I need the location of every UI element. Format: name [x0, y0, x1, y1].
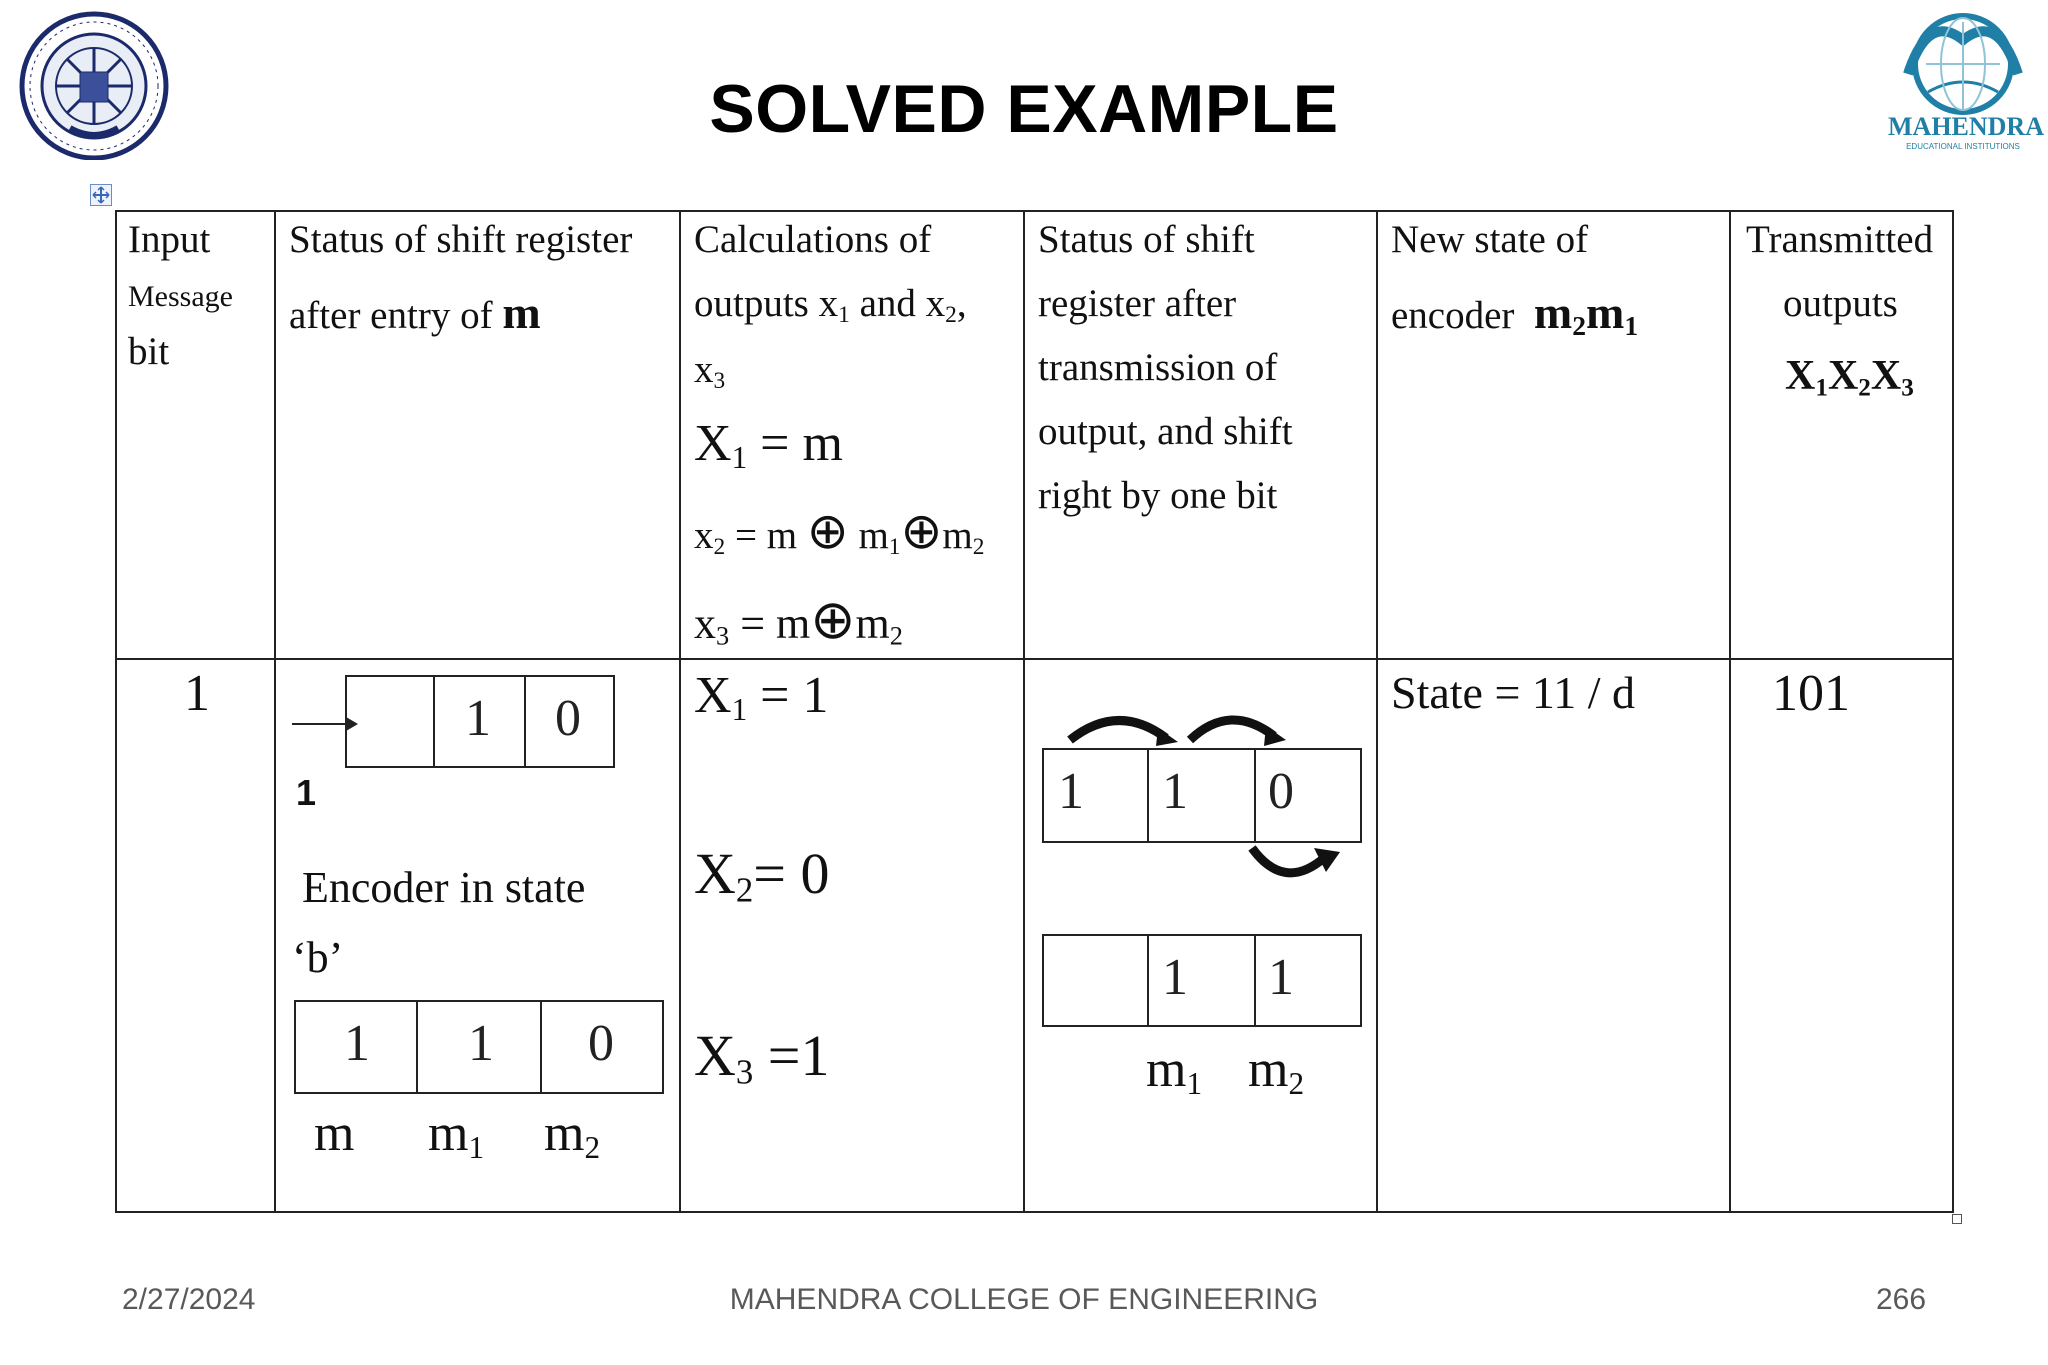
header-calc-line2: outputs $x_1$ and $x_2$, — [694, 282, 967, 328]
table-col-divider — [1376, 210, 1378, 1213]
before-reg-cell: 0 — [1268, 763, 1294, 820]
slide-title: SOLVED EXAMPLE — [709, 71, 1339, 147]
footer-college: MAHENDRA COLLEGE OF ENGINEERING — [729, 1283, 1319, 1316]
before-shift-register — [1042, 748, 1362, 843]
state-reg-cell: 1 — [468, 1015, 494, 1072]
table-border-left — [115, 210, 117, 1213]
header-transmitted-line1: Transmitted — [1746, 218, 1934, 261]
header-shift-line2: register after — [1038, 282, 1237, 325]
transmitted-value: 101 — [1772, 665, 1850, 722]
header-newstate-line1: New state of — [1391, 218, 1589, 261]
table-move-handle[interactable] — [90, 184, 112, 206]
encoder-state-text: Encoder in state — [302, 863, 586, 912]
header-status-entry-line2: after entry of m — [289, 287, 541, 338]
calc-x1: $X_1 = 1$ — [694, 667, 829, 727]
before-reg-cell: 1 — [1058, 763, 1084, 820]
state-label-m1: $m_1$ — [428, 1105, 485, 1165]
table-col-divider — [274, 210, 276, 1213]
calc-x2: $X_2= 0$ — [694, 841, 830, 910]
header-input-message: Message — [128, 280, 233, 313]
header-newstate-line2: encoder $m_2m_1$ — [1391, 287, 1639, 341]
header-calc-eq2: $x_2 = m$ ⊕ $m_1\oplus m_2$ — [694, 503, 985, 560]
state-label-m2: $m_2$ — [544, 1105, 601, 1165]
xor-icon: ⊕ — [810, 590, 856, 650]
table-col-divider — [1729, 210, 1731, 1213]
row-input-bit: 1 — [184, 665, 210, 722]
header-shift-line5: right by one bit — [1038, 474, 1278, 517]
header-calc-line1: Calculations of — [694, 218, 932, 261]
table-border-right — [1952, 210, 1954, 1213]
footer-page-number: 266 — [1876, 1283, 1927, 1316]
table-border-bottom — [115, 1211, 1954, 1213]
after-shift-register — [1042, 934, 1362, 1027]
after-reg-cell: 1 — [1268, 949, 1294, 1006]
entry-reg-cell: 0 — [555, 690, 581, 747]
header-shift-line3: transmission of — [1038, 346, 1278, 389]
entry-shift-register — [345, 675, 615, 768]
header-shift-line1: Status of shift — [1038, 218, 1255, 261]
after-reg-cell: 1 — [1162, 949, 1188, 1006]
header-transmitted-line2: outputs — [1783, 282, 1898, 325]
footer-date: 2/27/2024 — [122, 1283, 256, 1316]
header-status-entry-line1: Status of shift register — [289, 218, 633, 261]
before-reg-cell: 1 — [1162, 763, 1188, 820]
after-label-m2: $m_2$ — [1248, 1041, 1305, 1101]
new-state-value: State = 11 / d — [1391, 667, 1635, 718]
after-label-m1: $m_1$ — [1146, 1041, 1203, 1101]
institution-logo-sub: EDUCATIONAL INSTITUTIONS — [1906, 142, 2020, 151]
state-label-m: m — [314, 1105, 355, 1162]
encoder-state-name: ‘b’ — [292, 933, 344, 982]
state-reg-cell: 1 — [344, 1015, 370, 1072]
table-border-top — [115, 210, 1954, 212]
state-shift-register — [294, 1000, 664, 1094]
entry-reg-cell: 1 — [465, 690, 491, 747]
institution-logo-name: MAHENDRA — [1888, 112, 2044, 141]
shift-out-arrow-icon — [1244, 842, 1344, 888]
xor-icon: ⊕ — [806, 503, 849, 559]
table-resize-handle[interactable] — [1952, 1214, 1962, 1224]
header-transmitted-vars: $X_1X_2X_3$ — [1785, 353, 1914, 402]
entry-arrow-label: 1 — [296, 772, 317, 813]
table-col-divider — [1023, 210, 1025, 1213]
header-calc-eq3: $x_3$ = $m\oplus m_2$ — [694, 590, 903, 651]
table-row-divider — [115, 658, 1954, 660]
header-shift-line4: output, and shift — [1038, 410, 1293, 453]
state-reg-cell: 0 — [588, 1015, 614, 1072]
shift-arrows-top-icon — [1060, 708, 1290, 748]
header-input-label: Input — [128, 218, 211, 261]
xor-icon: ⊕ — [900, 503, 943, 559]
header-input-bit: bit — [128, 330, 170, 373]
header-calc-eq1: $X_1 = m$ — [694, 415, 843, 475]
calc-x3: $X_3 =1$ — [694, 1023, 830, 1092]
header-calc-line3: $x_3$ — [694, 348, 726, 394]
table-col-divider — [679, 210, 681, 1213]
